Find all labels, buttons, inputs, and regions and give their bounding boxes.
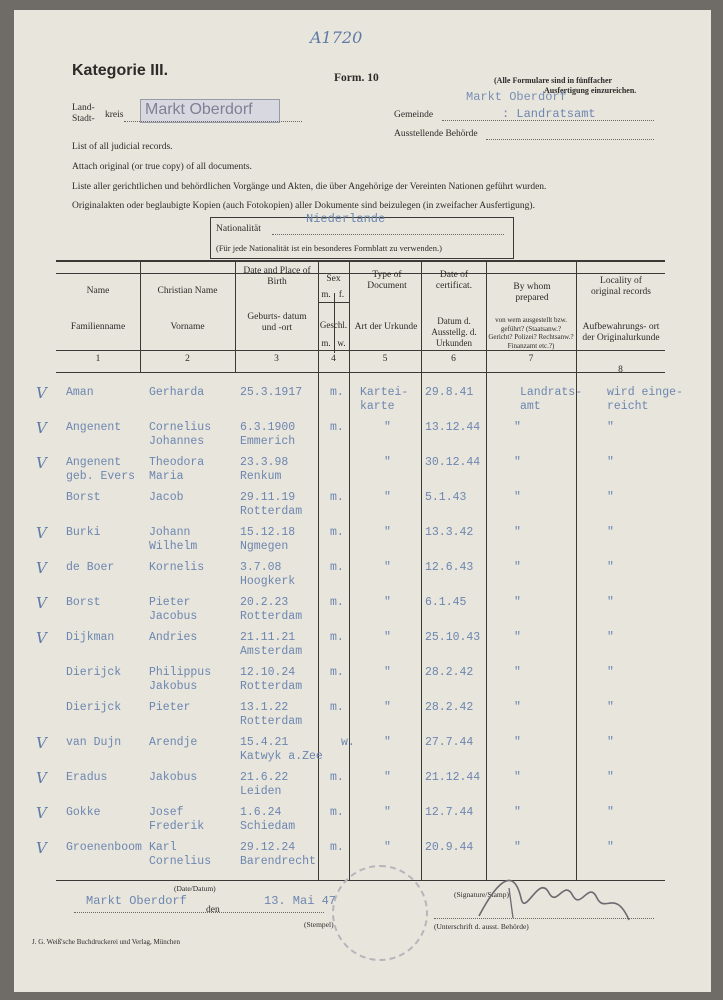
cell-doc1: "	[384, 701, 391, 714]
behoerde-label: Ausstellende Behörde	[394, 129, 478, 139]
cell-birth1: 25.3.1917	[240, 386, 303, 399]
cell-loc1: "	[607, 701, 614, 714]
row-check-mark: V	[36, 559, 47, 577]
cell-by1: "	[514, 806, 521, 819]
cell-sex: m.	[330, 526, 344, 539]
cell-name: Gokke	[66, 806, 101, 819]
cell-name: Borst	[66, 596, 101, 609]
cell-name: van Dujn	[66, 736, 122, 749]
col-doc-no: 5	[382, 354, 388, 364]
cell-loc1: "	[607, 631, 614, 644]
row-check-mark: V	[36, 419, 47, 437]
cell-loc1: "	[607, 841, 614, 854]
col-loc-de: Aufbewahrungs- ort der Originalurkunde	[582, 322, 660, 343]
cell-date: 21.12.44	[425, 771, 481, 784]
cell-birth1: 29.11.19	[240, 491, 296, 504]
cell-sex: w.	[341, 736, 355, 749]
row-check-mark: V	[36, 454, 47, 472]
col-date-no: 6	[451, 354, 456, 364]
cell-loc1: "	[607, 561, 614, 574]
row-check-mark: V	[36, 594, 47, 612]
col-name-de: Familienname	[70, 322, 126, 332]
cell-date: 30.12.44	[425, 456, 481, 469]
cell-name: Eradus	[66, 771, 108, 784]
cell-loc1: "	[607, 736, 614, 749]
cell-first1: Johann	[149, 526, 191, 539]
cell-first1: Jakobus	[149, 771, 198, 784]
cell-by1: "	[514, 421, 521, 434]
cell-doc1: "	[384, 771, 391, 784]
footer-date: 13. Mai 47	[264, 894, 337, 908]
col-by-de: von wem ausgestellt bzw. geführt? (Staatsanw.? Gericht? Polizei? Rechtsanw.? Finanzamt etc.?)	[488, 316, 574, 350]
cell-doc1: Kartei-	[360, 386, 409, 399]
col-sex-dm: m.	[321, 338, 331, 348]
cell-name: de Boer	[66, 561, 115, 574]
cell-loc1: "	[607, 596, 614, 609]
stamp-label: (Stempel)	[304, 920, 334, 929]
cell-date: 5.1.43	[425, 491, 467, 504]
cell-sex: m.	[330, 631, 344, 644]
cell-loc1: wird einge-	[607, 386, 683, 399]
cell-birth2: Renkum	[240, 470, 282, 483]
cell-date: 27.7.44	[425, 736, 474, 749]
cell-by1: "	[514, 456, 521, 469]
printer-credit: J. G. Weiß'sche Buchdruckerei und Verlag, München	[32, 938, 180, 946]
cell-by2: amt	[520, 400, 541, 413]
col-sex-de: Geschl.	[319, 320, 348, 330]
cell-name: Dierijck	[66, 701, 122, 714]
cell-name: Groenenboom	[66, 841, 142, 854]
round-stamp	[332, 865, 428, 961]
cell-birth2: Rotterdam	[240, 680, 303, 693]
cell-first2: Jakobus	[149, 680, 198, 693]
cell-doc2: karte	[360, 400, 395, 413]
cell-sex: m.	[330, 561, 344, 574]
col-birth-de: Geburts- datum und -ort	[247, 312, 307, 333]
kreis-label: kreis	[105, 110, 124, 120]
cell-doc1: "	[384, 631, 391, 644]
cell-by1: "	[514, 596, 521, 609]
cell-date: 25.10.43	[425, 631, 481, 644]
nationality-value: Niederlande	[306, 212, 386, 226]
col-birth-no: 3	[274, 354, 279, 364]
cell-first2: Johannes	[149, 435, 205, 448]
col-birth-en: Date and Place of Birth	[243, 266, 311, 287]
col-sex-no: 4	[331, 354, 336, 364]
unterschrift-label: (Unterschrift d. ausst. Behörde)	[434, 922, 529, 931]
cell-name2: geb. Evers	[66, 470, 136, 483]
cell-sex: m.	[330, 771, 344, 784]
row-check-mark: V	[36, 769, 47, 787]
cell-sex: m.	[330, 421, 344, 434]
cell-birth1: 6.3.1900	[240, 421, 296, 434]
row-check-mark: V	[36, 734, 47, 752]
cell-name: Angenent	[66, 456, 122, 469]
cell-name: Borst	[66, 491, 101, 504]
cell-first2: Cornelius	[149, 855, 212, 868]
cell-loc1: "	[607, 526, 614, 539]
form-number: Form. 10	[334, 72, 379, 84]
cell-birth1: 12.10.24	[240, 666, 296, 679]
cell-by1: Landrats-	[520, 386, 583, 399]
category-title: Kategorie III.	[72, 62, 169, 79]
cell-first2: Wilhelm	[149, 540, 198, 553]
col-by-en: By whom prepared	[513, 282, 551, 303]
cell-by1: "	[514, 631, 521, 644]
cell-doc1: "	[384, 806, 391, 819]
col-sex-en: Sex	[326, 274, 341, 284]
cell-name: Angenent	[66, 421, 122, 434]
cell-loc1: "	[607, 491, 614, 504]
behoerde-value: : Landratsamt	[502, 107, 596, 121]
col-sex-m: m.	[321, 289, 331, 299]
kreis-value: Markt Oberdorf	[145, 101, 253, 118]
cell-birth1: 21.6.22	[240, 771, 289, 784]
cell-name: Aman	[66, 386, 94, 399]
col-date-en: Date of certificat.	[435, 270, 473, 291]
cell-by1: "	[514, 526, 521, 539]
col-sex-f: f.	[338, 289, 345, 299]
cell-birth1: 13.1.22	[240, 701, 289, 714]
cell-birth2: Ngmegen	[240, 540, 289, 553]
cell-birth2: Schiedam	[240, 820, 296, 833]
cell-birth1: 23.3.98	[240, 456, 289, 469]
cell-date: 20.9.44	[425, 841, 474, 854]
col-name-no: 1	[95, 354, 101, 364]
stadt-label: Stadt-	[72, 114, 95, 124]
instruction-de-1: Liste aller gerichtlichen und behördlichen Vorgänge und Akten, die über Angehörige der Vereinten Nationen geführt wurden.	[72, 182, 547, 192]
cell-date: 12.6.43	[425, 561, 474, 574]
col-by-no: 7	[528, 354, 534, 364]
col-name-en: Name	[86, 286, 110, 296]
cell-birth1: 20.2.23	[240, 596, 289, 609]
cell-first1: Kornelis	[149, 561, 205, 574]
col-christian-en: Christian Name	[157, 286, 218, 296]
cell-by1: "	[514, 666, 521, 679]
cell-first2: Maria	[149, 470, 184, 483]
col-doc-de: Art der Urkunde	[354, 322, 418, 332]
cell-first1: Gerharda	[149, 386, 205, 399]
document-page	[14, 10, 711, 992]
cell-first1: Philippus	[149, 666, 212, 679]
cell-date: 13.12.44	[425, 421, 481, 434]
row-check-mark: V	[36, 839, 47, 857]
cell-sex: m.	[330, 596, 344, 609]
instruction-de-2: Originalakten oder beglaubigte Kopien (auch Fotokopien) aller Dokumente sind beizulegen (in zweifacher Ausfertigung).	[72, 201, 535, 211]
cell-sex: m.	[330, 806, 344, 819]
col-christian-de: Vorname	[170, 322, 205, 332]
cell-name: Dierijck	[66, 666, 122, 679]
col-christian-no: 2	[185, 354, 190, 364]
gemeinde-label: Gemeinde	[394, 110, 434, 120]
cell-date: 28.2.42	[425, 666, 474, 679]
note-line-1: (Alle Formulare sind in fünffacher	[494, 76, 613, 85]
cell-sex: m.	[330, 386, 344, 399]
cell-by1: "	[514, 491, 521, 504]
row-check-mark: V	[36, 629, 47, 647]
cell-doc1: "	[384, 561, 391, 574]
footer-place: Markt Oberdorf	[86, 894, 187, 908]
cell-date: 28.2.42	[425, 701, 474, 714]
col-date-de: Datum d. Ausstellg. d. Urkunden	[431, 316, 477, 348]
cell-first2: Jacobus	[149, 610, 198, 623]
cell-sex: m.	[330, 701, 344, 714]
cell-birth1: 1.6.24	[240, 806, 282, 819]
cell-first1: Josef	[149, 806, 184, 819]
col-loc-en: Locality of original records	[591, 276, 651, 297]
cell-date: 29.8.41	[425, 386, 474, 399]
cell-first1: Cornelius	[149, 421, 212, 434]
cell-birth1: 29.12.24	[240, 841, 296, 854]
instruction-en-2: Attach original (or true copy) of all documents.	[72, 162, 252, 172]
cell-doc1: "	[384, 456, 391, 469]
cell-loc1: "	[607, 806, 614, 819]
cell-by1: "	[514, 561, 521, 574]
cell-loc1: "	[607, 666, 614, 679]
cell-first1: Pieter	[149, 701, 191, 714]
cell-birth2: Emmerich	[240, 435, 296, 448]
cell-date: 6.1.45	[425, 596, 467, 609]
cell-first1: Pieter	[149, 596, 191, 609]
cell-date: 13.3.42	[425, 526, 474, 539]
row-check-mark: V	[36, 384, 47, 402]
cell-doc1: "	[384, 841, 391, 854]
signature-scrawl	[469, 858, 639, 928]
cell-loc2: reicht	[607, 400, 649, 413]
cell-doc1: "	[384, 596, 391, 609]
cell-birth2: Barendrecht	[240, 855, 316, 868]
cell-doc1: "	[384, 666, 391, 679]
cell-by1: "	[514, 841, 521, 854]
cell-birth1: 15.12.18	[240, 526, 296, 539]
cell-sex: m.	[330, 491, 344, 504]
cell-loc1: "	[607, 771, 614, 784]
cell-doc1: "	[384, 491, 391, 504]
cell-birth1: 21.11.21	[240, 631, 296, 644]
cell-loc1: "	[607, 456, 614, 469]
land-label: Land-	[72, 103, 95, 113]
cell-first2: Frederik	[149, 820, 205, 833]
col-loc-no: 8	[618, 365, 623, 375]
cell-birth2: Rotterdam	[240, 610, 303, 623]
signature-label: (Signature/Stamp)	[454, 890, 509, 899]
cell-birth2: Rotterdam	[240, 505, 303, 518]
cell-doc1: "	[384, 421, 391, 434]
cell-birth2: Hoogkerk	[240, 575, 296, 588]
cell-doc1: "	[384, 526, 391, 539]
cell-birth2: Amsterdam	[240, 645, 303, 658]
cell-first1: Karl	[149, 841, 177, 854]
col-doc-en: Type of Document	[367, 270, 407, 291]
row-check-mark: V	[36, 804, 47, 822]
cell-date: 12.7.44	[425, 806, 474, 819]
cell-first1: Theodora	[149, 456, 205, 469]
cell-first1: Jacob	[149, 491, 184, 504]
cell-first1: Andries	[149, 631, 198, 644]
gemeinde-typed-top: Markt Oberdorf	[466, 90, 567, 104]
den-label: den	[206, 905, 220, 915]
col-sex-dw: w.	[337, 338, 346, 348]
cell-name: Burki	[66, 526, 101, 539]
cell-birth2: Leiden	[240, 785, 282, 798]
cell-by1: "	[514, 701, 521, 714]
cell-birth2: Rotterdam	[240, 715, 303, 728]
handwritten-number: A1720	[310, 28, 363, 47]
cell-birth1: 15.4.21	[240, 736, 289, 749]
date-label: (Date/Datum)	[174, 884, 216, 893]
cell-birth2: Katwyk a.Zee	[240, 750, 323, 763]
cell-sex: m.	[330, 666, 344, 679]
cell-loc1: "	[607, 421, 614, 434]
row-check-mark: V	[36, 524, 47, 542]
cell-sex: m.	[330, 841, 344, 854]
cell-by1: "	[514, 736, 521, 749]
nationality-label: Nationalität	[216, 224, 261, 234]
cell-birth1: 3.7.08	[240, 561, 282, 574]
cell-first1: Arendje	[149, 736, 198, 749]
instruction-en-1: List of all judicial records.	[72, 142, 173, 152]
nationality-note: (Für jede Nationalität ist ein besonderes Formblatt zu verwenden.)	[216, 243, 442, 253]
note-line-2: Ausfertigung einzureichen.	[544, 86, 637, 95]
cell-by1: "	[514, 771, 521, 784]
cell-doc1: "	[384, 736, 391, 749]
cell-name: Dijkman	[66, 631, 115, 644]
